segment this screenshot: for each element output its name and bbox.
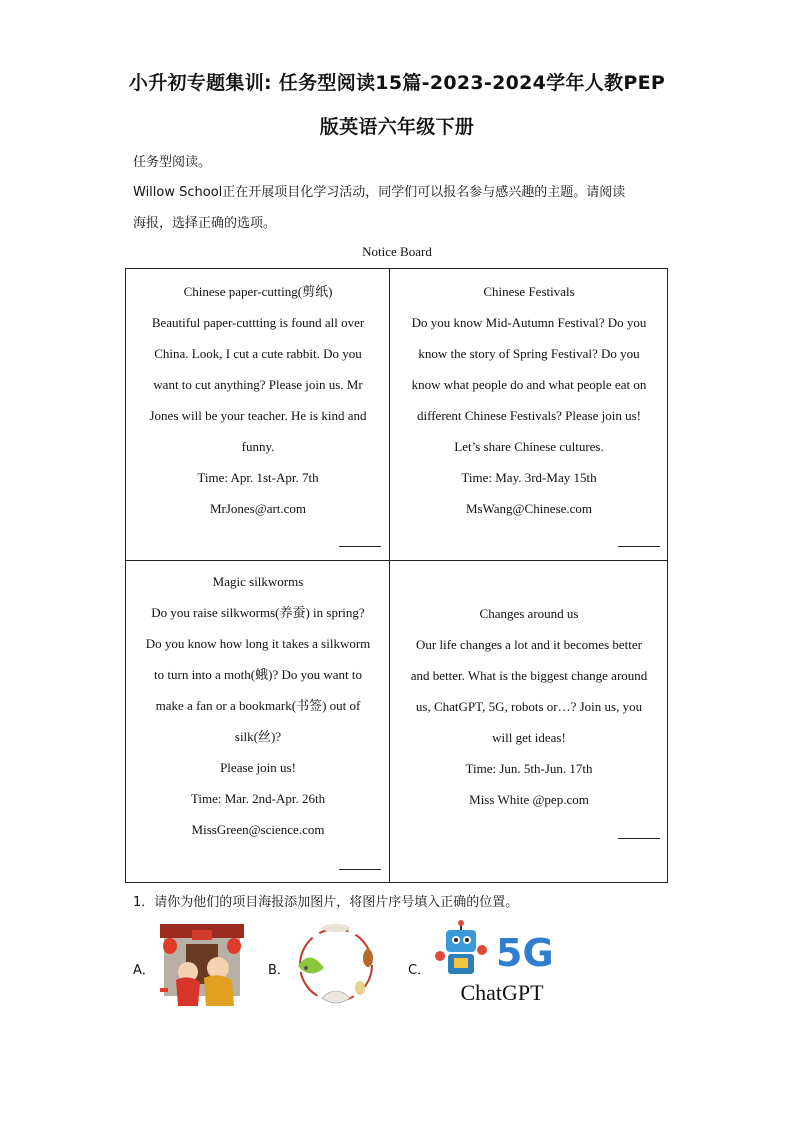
poster-email: Miss White @pep.com <box>469 792 589 807</box>
poster-time: Time: Mar. 2nd-Apr. 26th <box>190 791 326 806</box>
poster-text-line: Beautiful paper-cuttting is found all over <box>151 315 365 330</box>
poster-time: Time: May. 3rd-May 15th <box>461 470 597 485</box>
poster-text-line: want to cut anything? Please join us. Mr <box>153 377 363 392</box>
poster-title: Chinese paper-cutting(剪纸) <box>183 284 333 299</box>
answer-blank <box>339 869 381 870</box>
silkworm-life-cycle-icon <box>288 918 384 1012</box>
poster-text-line: Please join us! <box>220 760 296 775</box>
poster-text-line: know what people do and what people eat on <box>411 377 647 392</box>
poster-time: Time: Jun. 5th-Jun. 17th <box>465 761 593 776</box>
poster-changes-around-us <box>398 598 660 815</box>
poster-magic-silkworms <box>134 566 382 845</box>
poster-time: Time: Apr. 1st-Apr. 7th <box>197 470 319 485</box>
instruction-line1: Willow School正在开展项目化学习活动，同学们可以报名参与感兴趣的主题。请阅读 <box>133 185 626 200</box>
poster-title: Chinese Festivals <box>483 284 575 299</box>
poster-text-line: Do you know Mid-Autumn Festival? Do you <box>411 315 647 330</box>
option-c-label: C． <box>408 963 431 978</box>
poster-text-line: make a fan or a bookmark(书签) out of <box>155 698 361 713</box>
poster-text-line: know the story of Spring Festival? Do you <box>418 346 640 361</box>
poster-text-line: funny. <box>241 439 275 454</box>
poster-text-line: Let’s share Chinese cultures. <box>454 439 604 454</box>
answer-blank <box>618 838 660 839</box>
poster-text-line: Jones will be your teacher. He is kind and <box>149 408 367 423</box>
document-title-line2: 版英语六年级下册 <box>319 116 475 138</box>
notice-board-title: Notice Board <box>362 244 432 259</box>
task-label: 任务型阅读。 <box>133 155 212 170</box>
answer-blank <box>618 546 660 547</box>
poster-email: MissGreen@science.com <box>191 822 325 837</box>
spring-festival-cartoon-icon <box>152 920 252 1012</box>
poster-text-line: China. Look, I cut a cute rabbit. Do you <box>154 346 362 361</box>
poster-text-line: Do you know how long it takes a silkworm <box>145 636 371 651</box>
option-b-label: B． <box>268 963 290 978</box>
instruction-line2: 海报，选择正确的选项。 <box>133 216 277 231</box>
poster-text-line: us, ChatGPT, 5G, robots or…? Join us, you <box>415 699 643 714</box>
svg-text:5G: 5G <box>496 931 554 975</box>
poster-text-line: different Chinese Festivals? Please join us! <box>417 408 641 423</box>
poster-chinese-festivals <box>398 276 660 524</box>
poster-text-line: to turn into a moth(蛾)? Do you want to <box>154 667 362 682</box>
table-divider-horizontal <box>126 560 667 561</box>
poster-email: MrJones@art.com <box>209 501 307 516</box>
question-1: 1．请你为他们的项目海报添加图片，将图片序号填入正确的位置。 <box>133 895 519 910</box>
option-a-label: A． <box>133 963 155 978</box>
poster-text-line: Do you raise silkworms(养蚕) in spring? <box>151 605 365 620</box>
poster-text-line: will get ideas! <box>492 730 566 745</box>
poster-title: Changes around us <box>479 606 579 621</box>
poster-paper-cutting <box>134 276 382 524</box>
document-title-line1: 小升初专题集训: 任务型阅读15篇-2023-2024学年人教PEP <box>128 72 666 94</box>
poster-email: MsWang@Chinese.com <box>465 501 593 516</box>
notice-board-table <box>125 268 668 883</box>
poster-text-line: Our life changes a lot and it becomes better <box>416 637 642 652</box>
answer-blank <box>339 546 381 547</box>
table-divider-vertical <box>389 269 390 882</box>
robot-5g-chatgpt-icon <box>434 920 570 1012</box>
chatgpt-caption: ChatGPT <box>460 980 544 1005</box>
poster-title: Magic silkworms <box>212 574 304 589</box>
poster-text-line: silk(丝)? <box>234 729 282 744</box>
poster-text-line: and better. What is the biggest change around <box>410 668 648 683</box>
